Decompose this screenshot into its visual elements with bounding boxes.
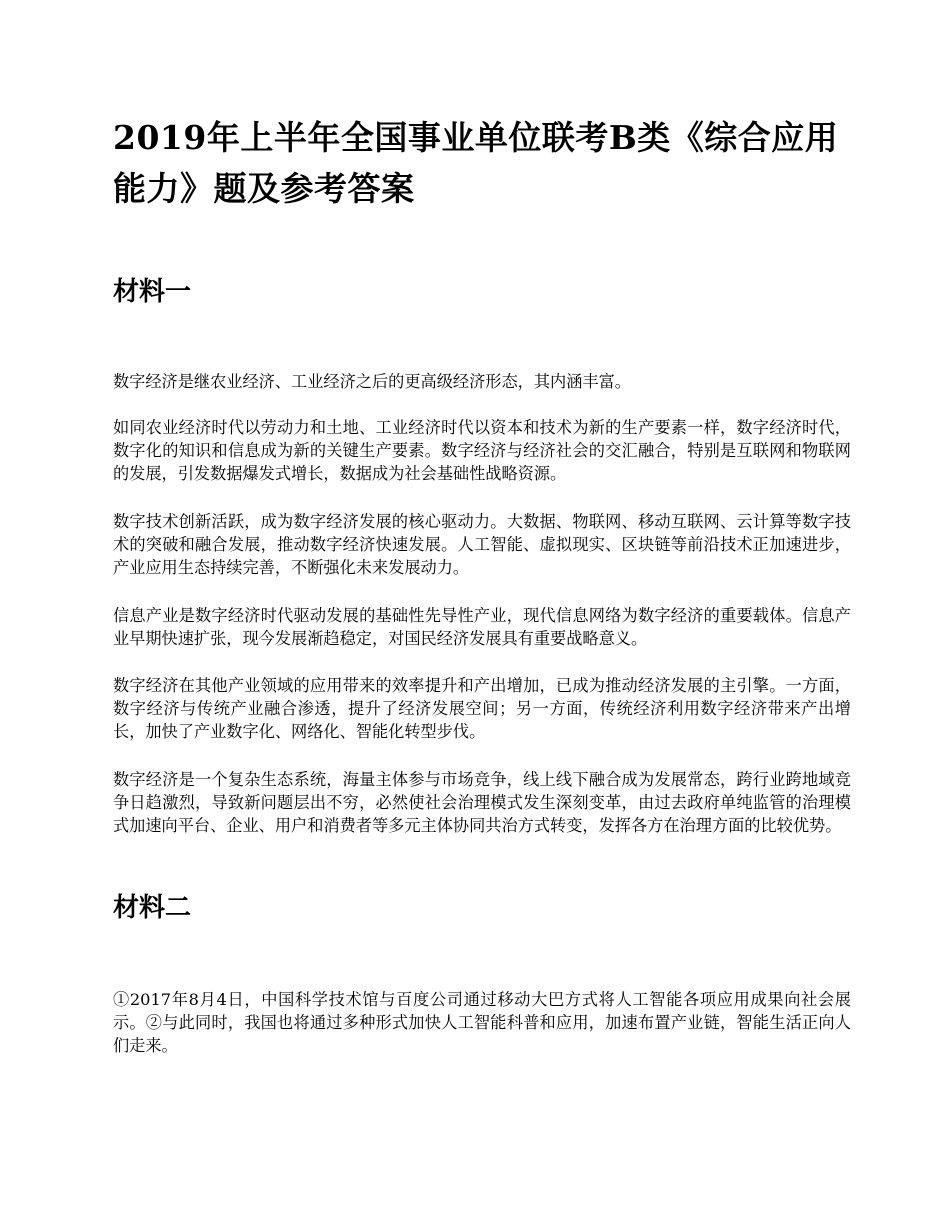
material-1-paragraph-4: 信息产业是数字经济时代驱动发展的基础性先导性产业，现代信息网络为数字经济的重要载体。信息产业早期快速扩张，现今发展渐趋稳定，对国民经济发展具有重要战略意义。 bbox=[113, 606, 851, 648]
section-heading-material-1: 材料一 bbox=[113, 277, 192, 307]
material-1-paragraph-6: 数字经济是一个复杂生态系统，海量主体参与市场竞争，线上线下融合成为发展常态，跨行业跨地域竞争日趋激烈，导致新问题层出不穷，必然使社会治理模式发生深刻变革，由过去政府单纯监管的治理模式加速向平台、企业、用户和消费者等多元主体协同共治方式转变，发挥各方在治理方面的比较优势。 bbox=[113, 770, 851, 835]
material-1-paragraph-1: 数字经济是继农业经济、工业经济之后的更高级经济形态，其内涵丰富。 bbox=[113, 372, 631, 391]
material-1-paragraph-5: 数字经济在其他产业领域的应用带来的效率提升和产出增加，已成为推动经济发展的主引擎。一方面，数字经济与传统产业融合渗透，提升了经济发展空间；另一方面，传统经济利用数字经济带来产出增长，加快了产业数字化、网络化、智能化转型步伐。 bbox=[113, 676, 851, 741]
material-1-paragraph-3: 数字技术创新活跃，成为数字经济发展的核心驱动力。大数据、物联网、移动互联网、云计算等数字技术的突破和融合发展，推动数字经济快速发展。人工智能、虚拟现实、区块链等前沿技术正加速进步，产业应用生态持续完善，不断强化未来发展动力。 bbox=[113, 512, 851, 577]
material-1-paragraph-2: 如同农业经济时代以劳动力和土地、工业经济时代以资本和技术为新的生产要素一样，数字经济时代，数字化的知识和信息成为新的关键生产要素。数字经济与经济社会的交汇融合，特别是互联网和物联网的发展，引发数据爆发式增长，数据成为社会基础性战略资源。 bbox=[113, 418, 851, 483]
material-2-paragraph-1: ①2017年8月4日，中国科学技术馆与百度公司通过移动大巴方式将人工智能各项应用成果向社会展示。②与此同时，我国也将通过多种形式加快人工智能科普和应用，加速布置产业链，智能生活正向人们走来。 bbox=[113, 990, 851, 1055]
section-heading-material-2: 材料二 bbox=[113, 893, 192, 923]
document-title: 2019年上半年全国事业单位联考B类《综合应用能力》题及参考答案 bbox=[113, 118, 839, 208]
